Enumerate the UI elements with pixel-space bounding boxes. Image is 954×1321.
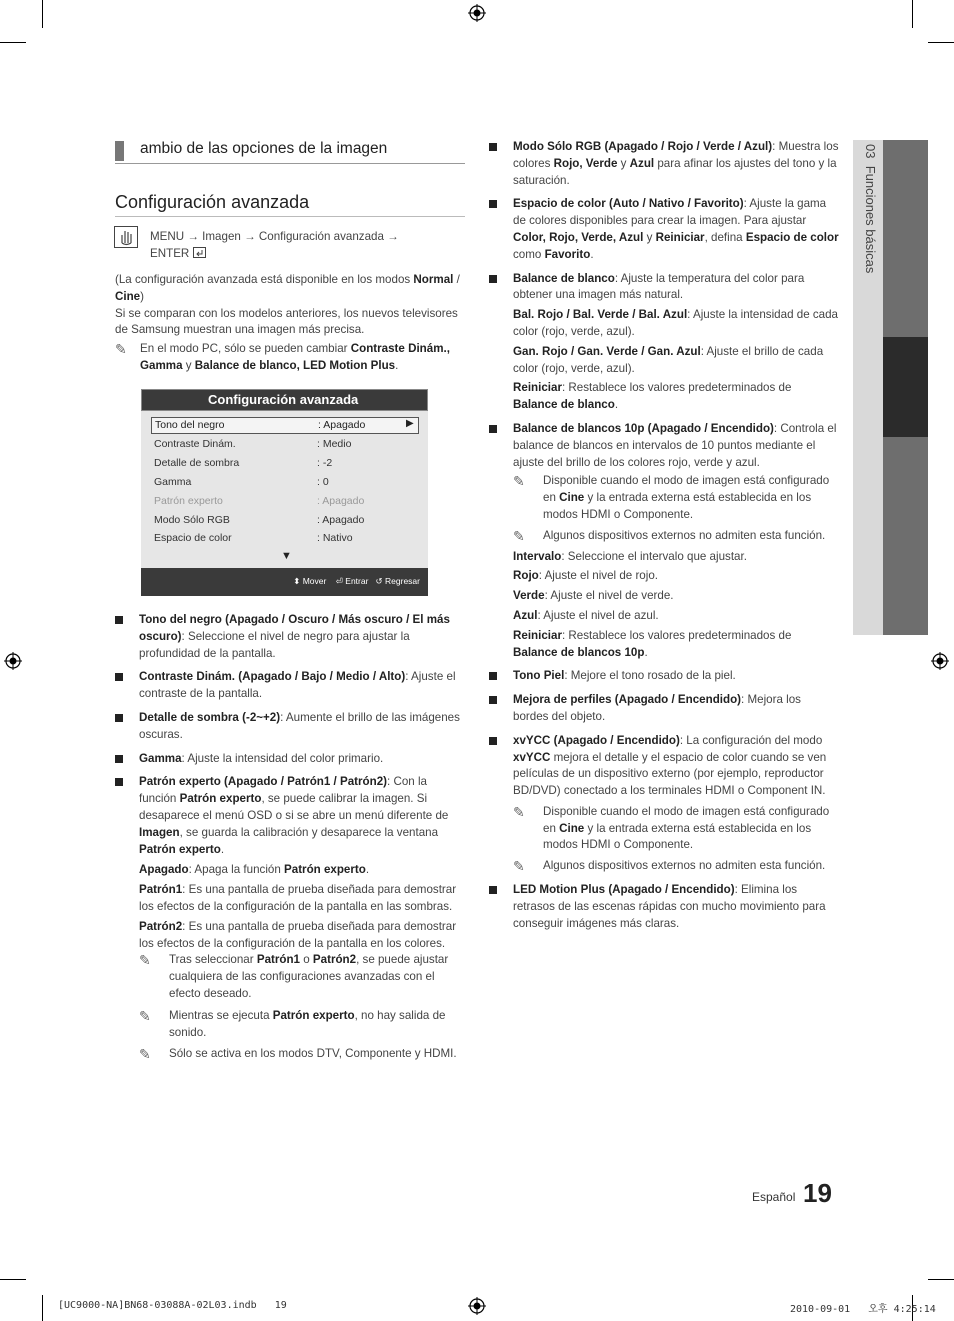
option-name: Patrón1 — [139, 883, 183, 897]
bullet-text: : Mejore el tono rosado de la piel. — [564, 669, 736, 683]
note-text: Mientras se ejecuta — [169, 1008, 273, 1022]
bullet-espacio-color — [489, 196, 839, 263]
bullet-title: Gamma — [139, 751, 182, 765]
osd-row-value: : 0 — [317, 476, 329, 488]
osd-row-label: Detalle de sombra — [154, 457, 240, 469]
option-name: Verde — [513, 589, 545, 603]
bullet-text: : Seleccione el nivel de negro para ajustar la profundidad de la pantalla. — [139, 629, 410, 660]
osd-row-value: : Apagado — [317, 514, 365, 526]
option-text: : Es una pantalla de prueba diseñada para demostrar los efectos de la configuración de la pantalla en las sombras. — [139, 883, 457, 913]
osd-row-value: : Medio — [317, 438, 352, 450]
bullet-bold: Patrón experto — [179, 792, 262, 806]
bullet-patron-experto — [115, 774, 463, 858]
option-bold: Balance de blanco — [513, 398, 615, 412]
osd-row-label: Gamma — [154, 476, 192, 488]
note-patron-select — [139, 952, 463, 1002]
note-bold: Cine — [559, 821, 585, 835]
footer-language: Español — [752, 1190, 796, 1204]
bullet-bold: Rojo, Verde — [553, 156, 618, 170]
pc-note-end: . — [395, 358, 399, 372]
intro-text — [115, 272, 460, 375]
bullet-title: Tono Piel — [513, 669, 565, 683]
registration-mark-icon — [931, 652, 949, 670]
option-text: : Ajuste el nivel de azul. — [537, 608, 659, 622]
availability-text: (La configuración avanzada está disponible en los modos — [115, 273, 414, 286]
note-cine-mode-2 — [513, 804, 839, 854]
bullet-detalle-sombra — [115, 710, 463, 744]
registration-mark-icon — [4, 652, 22, 670]
note-devices-2 — [513, 858, 839, 875]
bullet-title: Modo Sólo RGB (Apagado / Rojo / Verde / Azul) — [513, 140, 773, 153]
section-header — [115, 139, 465, 164]
option-name: Intervalo — [513, 549, 562, 563]
bullet-text: , defina — [704, 230, 746, 244]
arrow-right-icon: ▶ — [406, 418, 414, 429]
bullet-title: LED Motion Plus (Apagado / Encendido) — [513, 883, 735, 897]
osd-row-detalle-sombra[interactable] — [154, 457, 416, 473]
bullet-tono-del-negro — [115, 612, 463, 662]
chapter-number: 03 — [863, 144, 878, 159]
enter-icon: ⏎ — [335, 576, 343, 586]
note-text: Sólo se activa en los modos DTV, Componente y HDMI. — [169, 1047, 457, 1061]
apagado-desc — [115, 862, 463, 879]
section-header-text: ambio de las opciones de la imagen — [140, 140, 388, 157]
osd-row-espacio-color[interactable] — [154, 532, 416, 548]
option-name: Apagado — [139, 863, 189, 877]
pc-note-bold-1: Contraste Dinám., Gamma — [140, 342, 450, 372]
bullet-title: Balance de blanco — [513, 271, 615, 285]
pencil-note-icon: ✎ — [513, 527, 525, 544]
osd-row-label: Patrón experto — [154, 495, 223, 507]
samsung-note: Si se comparan con los modelos anteriores, los nuevos televisores de Samsung muestran una imagen más precisa. — [115, 306, 458, 337]
verde-desc — [489, 588, 839, 605]
pc-note-text-2: y — [182, 358, 195, 372]
page-title — [115, 192, 465, 217]
footer-return-label: Regresar — [385, 576, 420, 586]
chapter-title: Funciones básicas — [863, 165, 878, 274]
bullet-text: : Aumente el brillo de las imágenes oscuras. — [139, 710, 460, 741]
note-text: , no hay salida de sonido. — [169, 1008, 446, 1039]
osd-row-label: Tono del negro — [155, 419, 225, 431]
bullet-text: : Ajuste la gama de colores disponibles para crear la imagen. Para ajustar — [513, 197, 827, 228]
option-text: . — [614, 398, 619, 412]
bullet-title: Contraste Dinám. (Apagado / Bajo / Medio / Alto) — [139, 670, 406, 684]
note-text: o — [300, 953, 313, 967]
note-modes — [139, 1046, 463, 1063]
option-text: : Ajuste el nivel de rojo. — [538, 569, 658, 583]
note-bold: Patrón experto — [272, 1008, 355, 1022]
azul-desc — [489, 608, 839, 625]
print-datetime: 2010-09-01 오후 4:25:14 — [790, 1304, 936, 1315]
menu-path-line-2: ENTER — [150, 246, 190, 260]
right-bullet-list — [489, 139, 839, 932]
bullet-title: Balance de blancos 10p (Apagado / Encendido) — [513, 421, 774, 435]
patron1-desc — [115, 882, 463, 916]
bullet-text: para afinar los ajustes del tono y la saturación. — [513, 156, 837, 187]
bullet-text: y — [643, 230, 656, 244]
print-file-info: [UC9000-NA]BN68-03088A-02L03.indb 19 — [58, 1300, 287, 1311]
bullet-balance-10p — [489, 421, 839, 471]
osd-menu-title: Configuración avanzada — [208, 392, 359, 407]
option-name: Gan. Rojo / Gan. Verde / Gan. Azul — [513, 344, 701, 358]
pencil-note-icon: ✎ — [513, 473, 525, 490]
note-text: Tras seleccionar — [169, 953, 257, 967]
bullet-title: Tono del negro (Apagado / Oscuro / Más oscuro / El más oscuro) — [139, 613, 450, 643]
return-icon: ↺ — [375, 576, 383, 586]
pc-note-text: En el modo PC, sólo se pueden cambiar — [140, 342, 351, 356]
page-number: 19 — [803, 1178, 832, 1208]
note-no-sound — [139, 1008, 463, 1042]
bullet-text: . — [590, 247, 594, 261]
bullet-bold: Espacio de color — [745, 230, 839, 244]
option-text: : Ajuste la intensidad de cada color (rojo, verde, azul). — [513, 308, 838, 338]
scroll-down-icon[interactable]: ▼ — [281, 550, 292, 562]
patron2-desc — [115, 919, 463, 953]
menu-path-line-1: MENU → Imagen → Configuración avanzada → — [150, 230, 399, 243]
option-text: . — [644, 645, 648, 659]
page-title-text: Configuración avanzada — [115, 192, 310, 212]
option-name: Patrón2 — [139, 919, 183, 933]
registration-mark-icon — [468, 4, 486, 22]
mode-cine: Cine — [115, 289, 141, 303]
note-bold: Cine — [559, 491, 585, 505]
bullet-text: : Ajuste la temperatura del color para obtener una imagen más natural. — [513, 271, 805, 302]
bullet-title: Mejora de perfiles (Apagado / Encendido) — [513, 693, 742, 707]
bullet-contraste — [115, 669, 463, 703]
osd-row-value: : Nativo — [317, 532, 353, 544]
option-text: : Seleccione el intervalo que ajustar. — [561, 549, 747, 563]
pencil-note-icon: ✎ — [139, 1007, 151, 1024]
intervalo-desc — [489, 549, 839, 566]
osd-row-value: : Apagado — [318, 419, 366, 431]
bullet-text: , se guarda la calibración y desaparece la ventana — [179, 825, 439, 839]
note-text: Algunos dispositivos externos no admiten esta función. — [543, 528, 826, 542]
enter-icon — [193, 247, 206, 258]
option-text: : Restablece los valores predeterminados de — [561, 628, 792, 642]
footer-move-label: Mover — [302, 576, 327, 586]
left-bullet-list — [115, 612, 463, 1063]
bullet-text: mejora el detalle y el espacio de color cuando se ven películas de un dispositivo externo (por ejemplo, reproductor BD/DVD) conectado a los terminales HDMI o Component IN. — [513, 750, 827, 798]
move-icon: ⬍ — [293, 576, 301, 586]
bullet-bold: Imagen — [139, 825, 180, 839]
osd-row-value: : -2 — [317, 457, 333, 469]
crop-mark — [928, 1279, 954, 1280]
crop-mark — [928, 42, 954, 43]
crop-mark — [42, 0, 43, 28]
bullet-led-motion-plus — [489, 882, 839, 932]
note-text: y la entrada externa está establecida en los modos HDMI o Componente. — [543, 491, 812, 521]
bullet-text: : Controla el balance de blancos en intervalos de 10 puntos mediante el ajuste del brillo de los colores rojo, verde y azul. — [513, 421, 837, 469]
note-cine-mode — [513, 473, 839, 523]
pencil-note-icon: ✎ — [139, 1046, 151, 1063]
mode-normal: Normal — [413, 273, 454, 286]
bullet-text: : La configuración del modo — [679, 733, 823, 747]
availability-separator: / — [453, 273, 460, 286]
availability-end: ) — [140, 289, 144, 303]
note-bold: Patrón1 — [256, 953, 301, 967]
note-text: y la entrada externa está establecida en los modos HDMI o Componente. — [543, 821, 812, 852]
note-text: , se puede ajustar cualquiera de las configuraciones avanzadas con el efecto deseado. — [169, 953, 449, 1000]
bullet-title: Patrón experto (Apagado / Patrón1 / Patrón2) — [139, 775, 388, 789]
bullet-text: : Ajuste el contraste de la pantalla. — [139, 670, 456, 701]
footer-enter-label: Entrar — [345, 576, 369, 586]
bullet-text: : Muestra los colores — [513, 140, 839, 170]
crop-mark — [0, 42, 26, 43]
hand-icon — [114, 226, 138, 248]
pc-note-bold-2: Balance de blanco, LED Motion Plus — [194, 358, 396, 372]
osd-row-label: Modo Sólo RGB — [154, 514, 230, 526]
pc-note — [115, 341, 460, 375]
bullet-bold: Patrón experto — [139, 842, 221, 856]
bullet-bold: Favorito — [544, 247, 591, 261]
registration-mark-icon — [468, 1297, 486, 1315]
osd-row-contraste[interactable] — [154, 438, 416, 454]
osd-row-label: Contraste Dinám. — [154, 438, 236, 450]
note-devices — [513, 528, 839, 545]
osd-menu-footer — [141, 568, 428, 596]
option-name: Reiniciar — [513, 381, 562, 395]
pencil-note-icon: ✎ — [513, 858, 525, 875]
note-bold: Patrón2 — [312, 953, 357, 967]
pencil-note-icon: ✎ — [139, 952, 151, 969]
bullet-gamma — [115, 751, 463, 768]
bullet-bold: xvYCC — [513, 750, 551, 764]
bullet-title: xvYCC (Apagado / Encendido) — [513, 733, 680, 747]
option-text: : Ajuste el nivel de verde. — [544, 589, 674, 603]
option-name: Azul — [513, 608, 538, 622]
osd-row-value: : Apagado — [317, 495, 365, 507]
option-text: . — [365, 863, 370, 877]
bullet-text: , se puede calibrar la imagen. Si desaparece el menú OSD o si se abre un menú diferente de — [139, 792, 449, 822]
bullet-text: : Ajuste la intensidad del color primario. — [181, 751, 384, 765]
option-text: : Restablece los valores predeterminados de — [561, 381, 792, 395]
option-bold: Patrón experto — [284, 863, 366, 877]
option-text: : Apaga la función — [188, 863, 285, 877]
bullet-text: : Elimina los retrasos de las escenas rápidas con mucho movimiento para conseguir imágenes más claras. — [513, 883, 826, 930]
bullet-text: : Con la función — [139, 775, 427, 806]
crop-mark — [912, 0, 913, 28]
reiniciar-desc — [489, 380, 839, 414]
note-text: Disponible cuando el modo de imagen está configurado en — [543, 804, 830, 835]
bullet-text: y — [617, 156, 630, 170]
bal-desc — [489, 307, 839, 341]
pencil-note-icon: ✎ — [115, 341, 127, 358]
bullet-text: : Mejora los bordes del objeto. — [513, 693, 801, 723]
option-text: : Ajuste el brillo de cada color (rojo, verde, azul). — [513, 344, 824, 375]
osd-row-gamma[interactable] — [154, 476, 416, 492]
bullet-mejora-perfiles — [489, 692, 839, 726]
bullet-bold: Color, Rojo, Verde, Azul — [513, 230, 644, 244]
menu-path — [150, 229, 450, 263]
gan-desc — [489, 344, 839, 378]
bullet-tono-piel — [489, 668, 839, 685]
bullet-xvycc — [489, 733, 839, 800]
osd-menu — [141, 389, 428, 596]
rojo-desc — [489, 568, 839, 585]
option-bold: Balance de blancos 10p — [513, 645, 645, 659]
note-text: Algunos dispositivos externos no admiten esta función. — [543, 859, 826, 873]
option-name: Bal. Rojo / Bal. Verde / Bal. Azul — [513, 308, 688, 322]
crop-mark — [42, 1295, 43, 1321]
pencil-note-icon: ✎ — [513, 803, 525, 820]
bullet-balance-blanco — [489, 271, 839, 305]
bullet-title: Espacio de color (Auto / Nativo / Favorito) — [513, 197, 744, 211]
bullet-text: . — [220, 842, 225, 856]
osd-row-modo-solo-rgb[interactable] — [154, 514, 416, 530]
chapter-sidebar — [853, 140, 928, 635]
osd-menu-title-bar — [141, 389, 428, 411]
option-text: : Es una pantalla de prueba diseñada para demostrar los efectos de la configuración de la pantalla en los colores. — [139, 919, 457, 950]
option-name: Rojo — [513, 569, 539, 583]
note-text: Disponible cuando el modo de imagen está configurado en — [543, 474, 830, 505]
bullet-modo-solo-rgb — [489, 139, 839, 189]
osd-row-label: Espacio de color — [154, 532, 232, 544]
reiniciar-10p-desc — [489, 628, 839, 662]
bullet-title: Detalle de sombra (-2~+2) — [139, 710, 281, 724]
bullet-bold: Reiniciar — [655, 230, 705, 244]
crop-mark — [0, 1279, 26, 1280]
option-name: Reiniciar — [513, 628, 562, 642]
bullet-text: como — [513, 247, 545, 261]
osd-row-tono-del-negro[interactable] — [151, 417, 419, 434]
osd-row-patron-experto — [154, 495, 416, 511]
bullet-bold: Azul — [629, 156, 655, 170]
